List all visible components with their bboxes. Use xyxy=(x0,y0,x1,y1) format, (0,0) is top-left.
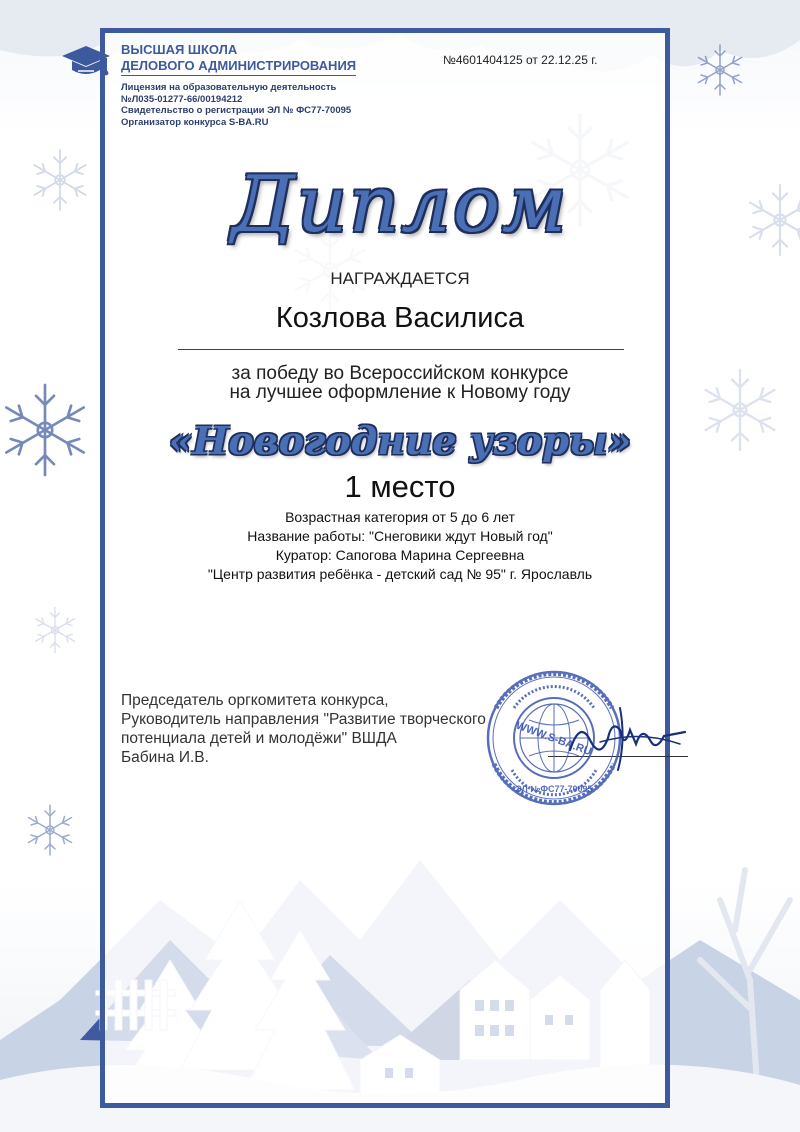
award-details xyxy=(0,508,800,584)
diploma-title: Диплом xyxy=(231,160,569,250)
awarded-label: НАГРАЖДАЕТСЯ xyxy=(330,269,470,288)
signatory-title-line3: потенциала детей и молодёжи" ВШДА xyxy=(121,730,397,747)
recipient-underline xyxy=(178,349,624,350)
license-text: Лицензия на образовательную деятельность xyxy=(121,82,337,93)
curator: Куратор: Сапогова Марина Сергеевна xyxy=(275,547,525,563)
organizer-text: Организатор конкурса S-BA.RU xyxy=(121,116,269,128)
registration-certificate: Свидетельство о регистрации ЭЛ № ФС77-70095 xyxy=(121,105,352,116)
signatory-name: Бабина И.В. xyxy=(121,749,209,766)
handwritten-signature xyxy=(560,700,690,780)
work-name: Название работы: "Снеговики ждут Новый год" xyxy=(247,528,553,544)
stamp-url-text: WWW.S-BA.RU xyxy=(514,719,594,759)
age-category: Возрастная категория от 5 до 6 лет xyxy=(285,509,515,525)
signatory-title-line2: Руководитель направления "Развитие творческого xyxy=(121,711,486,728)
license-number: №Л035-01277-66/00194212 xyxy=(121,93,243,105)
signatory-block xyxy=(121,691,486,767)
place-result: 1 место xyxy=(344,469,456,504)
signatory-title-line1: Председатель оргкомитета конкурса, xyxy=(121,692,389,709)
contest-name: «Новогодние узоры» xyxy=(168,418,632,463)
stamp-ring-text: ЭЛ №ФС77-70095 xyxy=(515,784,593,794)
institution: "Центр развития ребёнка - детский сад № 95" г. Ярославль xyxy=(207,566,593,582)
organization-name-line1: ВЫСШАЯ ШКОЛА xyxy=(121,42,238,57)
award-reason xyxy=(0,364,800,402)
recipient-name: Козлова Василиса xyxy=(275,302,525,334)
graduation-cap-icon xyxy=(60,42,112,82)
organization-name xyxy=(121,42,356,76)
award-reason-line2: на лучшее оформление к Новому году xyxy=(229,382,571,403)
organization-name-line2: ДЕЛОВОГО АДМИНИСТРИРОВАНИЯ xyxy=(121,58,356,76)
award-reason-line1: за победу во Всероссийском конкурсе xyxy=(231,363,569,384)
organization-details xyxy=(121,82,351,128)
diploma-number: №4601404125 от 22.12.25 г. xyxy=(443,53,598,67)
